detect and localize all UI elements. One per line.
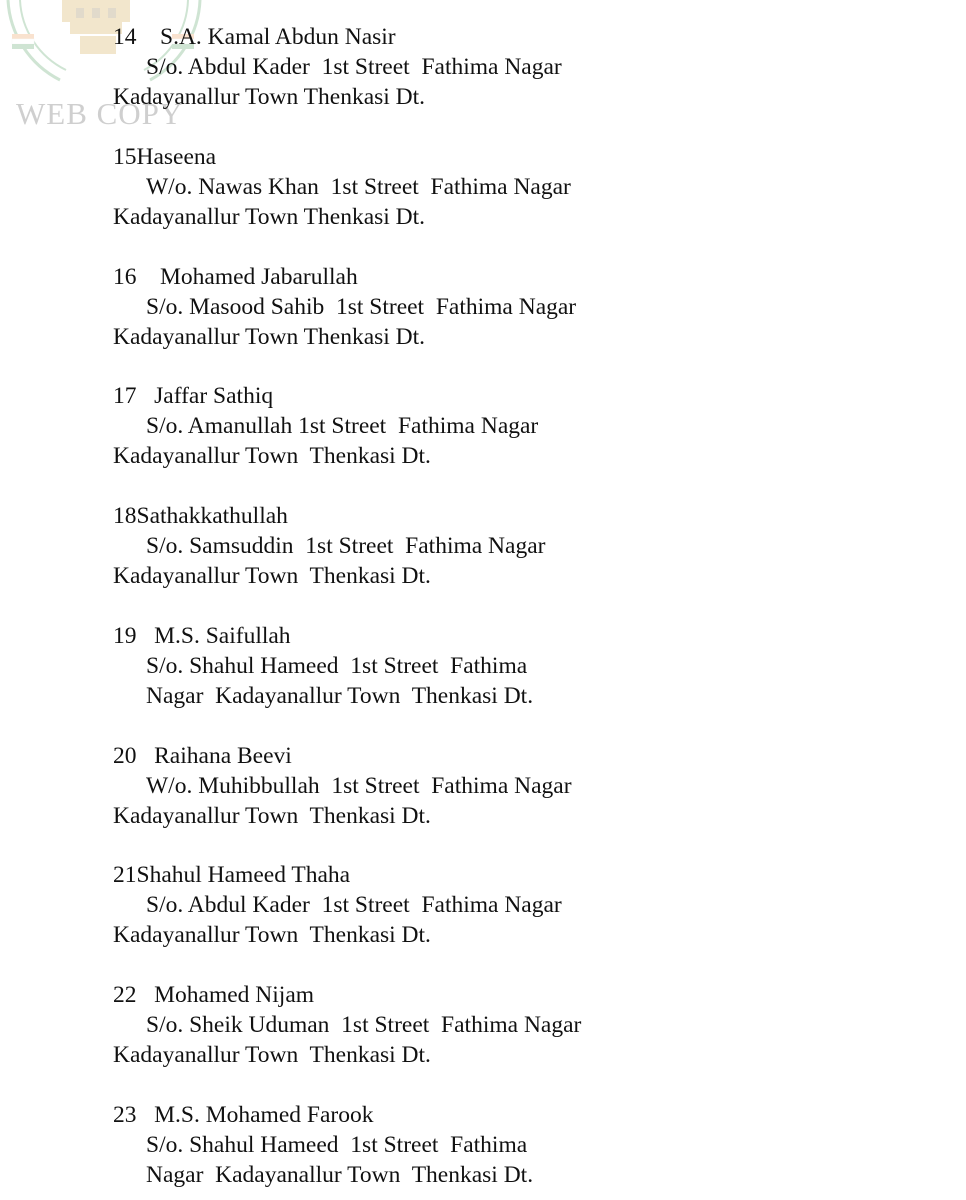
entry-relation-line: S/o. Amanullah 1st Street Fathima Nagar xyxy=(146,413,539,439)
entry-relation-line: S/o. Shahul Hameed 1st Street Fathima xyxy=(146,1132,528,1158)
entry-relation-line: S/o. Masood Sahib 1st Street Fathima Nagar xyxy=(146,294,577,320)
entry-address-line: Kadayanallur Town Thenkasi Dt. xyxy=(113,803,431,829)
entry-address-line: Kadayanallur Town Thenkasi Dt. xyxy=(113,1042,431,1068)
entry-relation-line: S/o. Sheik Uduman 1st Street Fathima Nagar xyxy=(146,1012,582,1038)
entry-address-line: Nagar Kadayanallur Town Thenkasi Dt. xyxy=(146,1162,534,1188)
entry-relation-line: W/o. Nawas Khan 1st Street Fathima Nagar xyxy=(146,174,571,200)
entry-name-line: 19 M.S. Saifullah xyxy=(113,623,291,649)
entry-name-line: 17 Jaffar Sathiq xyxy=(113,383,274,409)
entry-address-line: Kadayanallur Town Thenkasi Dt. xyxy=(113,324,426,350)
entry-address-line: Kadayanallur Town Thenkasi Dt. xyxy=(113,443,431,469)
entry-address-line: Kadayanallur Town Thenkasi Dt. xyxy=(113,563,431,589)
entry-name-line: 16 Mohamed Jabarullah xyxy=(113,264,358,290)
entry-name-line: 22 Mohamed Nijam xyxy=(113,982,315,1008)
entry-relation-line: S/o. Abdul Kader 1st Street Fathima Nagar xyxy=(146,54,562,80)
entry-relation-line: S/o. Shahul Hameed 1st Street Fathima xyxy=(146,653,528,679)
entry-name-line: 18Sathakkathullah xyxy=(113,503,288,529)
entry-address-line: Kadayanallur Town Thenkasi Dt. xyxy=(113,922,431,948)
entry-relation-line: S/o. Samsuddin 1st Street Fathima Nagar xyxy=(146,533,546,559)
entry-name-line: 23 M.S. Mohamed Farook xyxy=(113,1102,374,1128)
entry-relation-line: W/o. Muhibbullah 1st Street Fathima Nagar xyxy=(146,773,572,799)
entry-relation-line: S/o. Abdul Kader 1st Street Fathima Nagar xyxy=(146,892,562,918)
entry-name-line: 14 S.A. Kamal Abdun Nasir xyxy=(113,24,396,50)
entry-name-line: 20 Raihana Beevi xyxy=(113,743,292,769)
entry-name-line: 15Haseena xyxy=(113,144,217,170)
entry-address-line: Kadayanallur Town Thenkasi Dt. xyxy=(113,84,426,110)
entry-name-line: 21Shahul Hameed Thaha xyxy=(113,862,351,888)
entry-address-line: Kadayanallur Town Thenkasi Dt. xyxy=(113,204,426,230)
watermark-text: WEB COPY xyxy=(16,96,184,131)
entry-address-line: Nagar Kadayanallur Town Thenkasi Dt. xyxy=(146,683,534,709)
